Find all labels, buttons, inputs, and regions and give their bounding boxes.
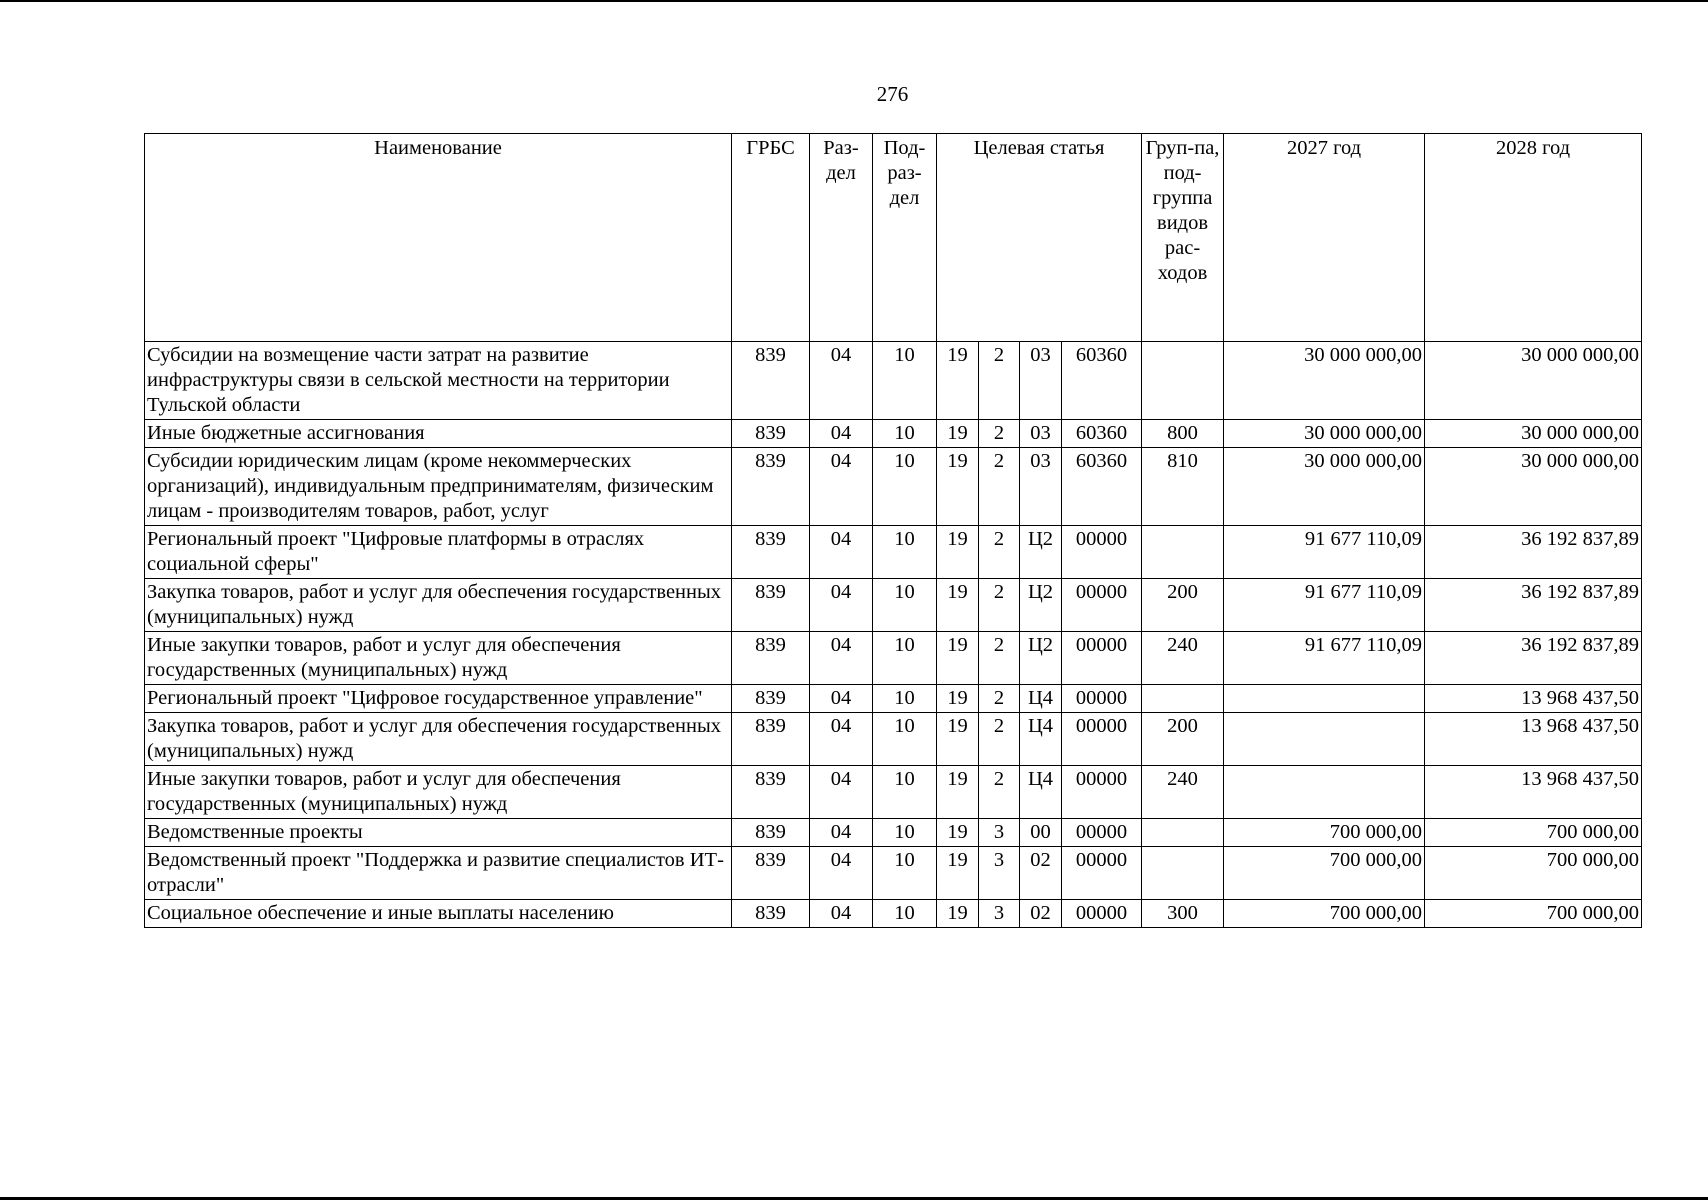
cell-name: Ведомственные проекты — [145, 819, 732, 847]
cell-2028: 700 000,00 — [1425, 847, 1642, 900]
cell-2028: 36 192 837,89 — [1425, 526, 1642, 579]
cell-name: Закупка товаров, работ и услуг для обеспечения государственных (муниципальных) нужд — [145, 579, 732, 632]
page-number: 276 — [876, 82, 909, 106]
table-row — [145, 900, 1642, 928]
table-row — [145, 342, 1642, 420]
cell-target-program: 19 — [937, 420, 979, 448]
header-name: Наименование — [145, 134, 732, 342]
cell-2027: 700 000,00 — [1224, 900, 1425, 928]
cell-razdel: 04 — [810, 819, 873, 847]
cell-expense-group — [1142, 685, 1224, 713]
cell-target-direction: 00000 — [1062, 579, 1142, 632]
table-row — [145, 579, 1642, 632]
cell-target-project: 02 — [1020, 847, 1062, 900]
cell-2028: 36 192 837,89 — [1425, 579, 1642, 632]
cell-target-type: 3 — [979, 847, 1020, 900]
cell-target-project: Ц4 — [1020, 713, 1062, 766]
cell-2027: 700 000,00 — [1224, 819, 1425, 847]
header-podrazdel: Под-раз-дел — [873, 134, 937, 342]
cell-target-program: 19 — [937, 579, 979, 632]
table-row — [145, 420, 1642, 448]
cell-target-type: 2 — [979, 342, 1020, 420]
cell-expense-group — [1142, 819, 1224, 847]
cell-target-program: 19 — [937, 448, 979, 526]
cell-target-program: 19 — [937, 342, 979, 420]
cell-target-project: 02 — [1020, 900, 1062, 928]
cell-2027: 91 677 110,09 — [1224, 632, 1425, 685]
cell-target-direction: 00000 — [1062, 632, 1142, 685]
cell-target-type: 3 — [979, 819, 1020, 847]
cell-grbs: 839 — [732, 448, 810, 526]
cell-expense-group — [1142, 342, 1224, 420]
cell-2028: 30 000 000,00 — [1425, 448, 1642, 526]
cell-grbs: 839 — [732, 632, 810, 685]
cell-podrazdel: 10 — [873, 766, 937, 819]
cell-expense-group — [1142, 526, 1224, 579]
cell-target-program: 19 — [937, 632, 979, 685]
cell-target-direction: 60360 — [1062, 342, 1142, 420]
cell-expense-group: 200 — [1142, 579, 1224, 632]
cell-grbs: 839 — [732, 526, 810, 579]
table-row — [145, 766, 1642, 819]
cell-razdel: 04 — [810, 342, 873, 420]
budget-table — [144, 133, 1642, 928]
cell-name: Субсидии юридическим лицам (кроме некоммерческих организаций), индивидуальным предпринимателям, физическим лицам - производителям товаров, работ, услуг — [145, 448, 732, 526]
cell-podrazdel: 10 — [873, 713, 937, 766]
cell-razdel: 04 — [810, 713, 873, 766]
cell-2028: 30 000 000,00 — [1425, 342, 1642, 420]
cell-name: Иные закупки товаров, работ и услуг для обеспечения государственных (муниципальных) нужд — [145, 766, 732, 819]
table-row — [145, 847, 1642, 900]
page-top-edge — [0, 0, 1708, 2]
cell-target-direction: 00000 — [1062, 847, 1142, 900]
cell-target-program: 19 — [937, 526, 979, 579]
cell-expense-group: 300 — [1142, 900, 1224, 928]
cell-2028: 30 000 000,00 — [1425, 420, 1642, 448]
table-row — [145, 526, 1642, 579]
cell-razdel: 04 — [810, 847, 873, 900]
cell-target-program: 19 — [937, 847, 979, 900]
cell-target-direction: 00000 — [1062, 766, 1142, 819]
cell-podrazdel: 10 — [873, 526, 937, 579]
header-2028: 2028 год — [1425, 134, 1642, 342]
cell-target-program: 19 — [937, 685, 979, 713]
cell-expense-group: 240 — [1142, 766, 1224, 819]
cell-expense-group — [1142, 847, 1224, 900]
cell-name: Субсидии на возмещение части затрат на развитие инфраструктуры связи в сельской местности на территории Тульской области — [145, 342, 732, 420]
cell-2027 — [1224, 766, 1425, 819]
cell-target-type: 2 — [979, 526, 1020, 579]
cell-target-program: 19 — [937, 900, 979, 928]
cell-target-direction: 00000 — [1062, 819, 1142, 847]
cell-podrazdel: 10 — [873, 342, 937, 420]
cell-target-direction: 00000 — [1062, 526, 1142, 579]
cell-razdel: 04 — [810, 766, 873, 819]
cell-target-project: 03 — [1020, 342, 1062, 420]
cell-razdel: 04 — [810, 900, 873, 928]
header-2027: 2027 год — [1224, 134, 1425, 342]
cell-podrazdel: 10 — [873, 420, 937, 448]
cell-target-type: 2 — [979, 766, 1020, 819]
cell-expense-group: 810 — [1142, 448, 1224, 526]
cell-podrazdel: 10 — [873, 632, 937, 685]
cell-target-type: 2 — [979, 420, 1020, 448]
cell-target-project: Ц4 — [1020, 766, 1062, 819]
cell-expense-group: 200 — [1142, 713, 1224, 766]
cell-grbs: 839 — [732, 713, 810, 766]
cell-target-project: Ц4 — [1020, 685, 1062, 713]
cell-grbs: 839 — [732, 900, 810, 928]
cell-2028: 13 968 437,50 — [1425, 766, 1642, 819]
cell-podrazdel: 10 — [873, 579, 937, 632]
cell-podrazdel: 10 — [873, 685, 937, 713]
cell-podrazdel: 10 — [873, 900, 937, 928]
table-row — [145, 632, 1642, 685]
cell-target-type: 2 — [979, 632, 1020, 685]
cell-grbs: 839 — [732, 579, 810, 632]
cell-target-type: 2 — [979, 713, 1020, 766]
cell-name: Региональный проект "Цифровые платформы в отраслях социальной сферы" — [145, 526, 732, 579]
cell-target-direction: 00000 — [1062, 685, 1142, 713]
cell-name: Иные бюджетные ассигнования — [145, 420, 732, 448]
cell-2027: 30 000 000,00 — [1224, 420, 1425, 448]
cell-target-project: Ц2 — [1020, 579, 1062, 632]
cell-grbs: 839 — [732, 766, 810, 819]
cell-target-type: 2 — [979, 579, 1020, 632]
cell-grbs: 839 — [732, 420, 810, 448]
cell-2028: 13 968 437,50 — [1425, 713, 1642, 766]
cell-podrazdel: 10 — [873, 819, 937, 847]
cell-2027: 30 000 000,00 — [1224, 342, 1425, 420]
cell-razdel: 04 — [810, 526, 873, 579]
cell-target-type: 2 — [979, 448, 1020, 526]
cell-2028: 700 000,00 — [1425, 900, 1642, 928]
cell-target-project: 03 — [1020, 448, 1062, 526]
header-group: Груп-па, под-группа видов рас-ходов — [1142, 134, 1224, 342]
cell-grbs: 839 — [732, 685, 810, 713]
cell-2027: 700 000,00 — [1224, 847, 1425, 900]
cell-2027 — [1224, 685, 1425, 713]
cell-razdel: 04 — [810, 579, 873, 632]
cell-2028: 700 000,00 — [1425, 819, 1642, 847]
cell-podrazdel: 10 — [873, 448, 937, 526]
cell-target-project: 00 — [1020, 819, 1062, 847]
cell-target-project: Ц2 — [1020, 632, 1062, 685]
cell-razdel: 04 — [810, 420, 873, 448]
cell-grbs: 839 — [732, 847, 810, 900]
cell-name: Региональный проект "Цифровое государственное управление" — [145, 685, 732, 713]
cell-target-program: 19 — [937, 766, 979, 819]
header-razdel: Раз-дел — [810, 134, 873, 342]
cell-2027: 91 677 110,09 — [1224, 526, 1425, 579]
cell-target-direction: 60360 — [1062, 448, 1142, 526]
cell-expense-group: 240 — [1142, 632, 1224, 685]
cell-target-project: Ц2 — [1020, 526, 1062, 579]
cell-name: Иные закупки товаров, работ и услуг для обеспечения государственных (муниципальных) нужд — [145, 632, 732, 685]
cell-2027 — [1224, 713, 1425, 766]
cell-name: Социальное обеспечение и иные выплаты населению — [145, 900, 732, 928]
header-grbs: ГРБС — [732, 134, 810, 342]
cell-expense-group: 800 — [1142, 420, 1224, 448]
cell-podrazdel: 10 — [873, 847, 937, 900]
cell-target-program: 19 — [937, 819, 979, 847]
cell-target-program: 19 — [937, 713, 979, 766]
table-row — [145, 819, 1642, 847]
cell-razdel: 04 — [810, 685, 873, 713]
cell-2028: 36 192 837,89 — [1425, 632, 1642, 685]
table-row — [145, 448, 1642, 526]
table-row — [145, 713, 1642, 766]
table-header-row — [145, 134, 1642, 342]
cell-2028: 13 968 437,50 — [1425, 685, 1642, 713]
cell-target-direction: 00000 — [1062, 713, 1142, 766]
cell-target-project: 03 — [1020, 420, 1062, 448]
cell-2027: 30 000 000,00 — [1224, 448, 1425, 526]
cell-2027: 91 677 110,09 — [1224, 579, 1425, 632]
cell-razdel: 04 — [810, 448, 873, 526]
table-row — [145, 685, 1642, 713]
cell-grbs: 839 — [732, 342, 810, 420]
cell-name: Ведомственный проект "Поддержка и развитие специалистов ИТ-отрасли" — [145, 847, 732, 900]
cell-target-direction: 00000 — [1062, 900, 1142, 928]
header-target: Целевая статья — [937, 134, 1142, 342]
cell-target-type: 3 — [979, 900, 1020, 928]
cell-razdel: 04 — [810, 632, 873, 685]
cell-target-type: 2 — [979, 685, 1020, 713]
cell-name: Закупка товаров, работ и услуг для обеспечения государственных (муниципальных) нужд — [145, 713, 732, 766]
cell-target-direction: 60360 — [1062, 420, 1142, 448]
cell-grbs: 839 — [732, 819, 810, 847]
